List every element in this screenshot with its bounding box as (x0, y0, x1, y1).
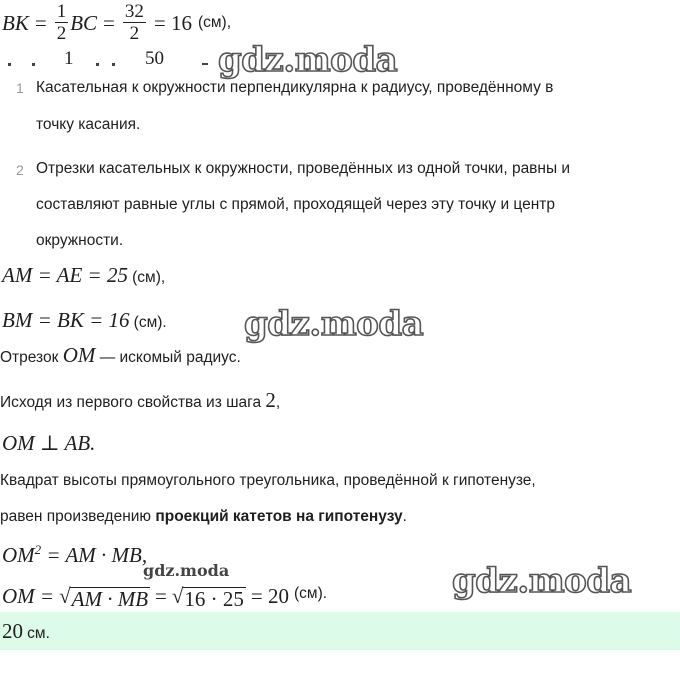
step-reference-line: Исходя из первого свойства из шага 2, (0, 388, 281, 412)
om-radius-line: Отрезок OM — искомый радиус. (0, 343, 241, 367)
note-number: 1 (16, 80, 24, 96)
perpendicular-statement: OM ⊥ AB. (2, 431, 96, 455)
watermark-logo-small: gdz.moda (143, 561, 230, 580)
note-text: составляют равные углы с прямой, проходящей через эту точку и центр (36, 196, 556, 213)
answer-box (0, 612, 680, 650)
equation-om-squared: $OM^2$ = AM · MB, (2, 542, 148, 567)
watermark-logo: gdz.moda (244, 304, 424, 344)
fraction-half: $\frac{1}{2}$ (56, 0, 67, 44)
clipped-fragment-50: 50 (145, 48, 164, 69)
answer-unit: см. (27, 625, 50, 642)
clipped-dots (6, 63, 206, 67)
equation-am: AM = AE = 25 (см), (2, 263, 166, 287)
watermark-logo: gdz.moda (452, 561, 632, 601)
equation-om-result: OM = √ AM · MB = √ 16 · 25 = 20 (см). (2, 584, 328, 611)
note-text: точку касания. (36, 116, 141, 133)
theorem-text: равен произведению проекций катетов на гипотенузу. (0, 508, 407, 525)
note-text: Отрезки касательных к окружности, проведённых из одной точки, равны и (36, 160, 571, 177)
note-number: 2 (16, 162, 24, 178)
note-text: окружности. (36, 232, 124, 249)
equation-bm: BM = BK = 16 (см). (2, 308, 167, 332)
clipped-fragment-1: 1 (64, 48, 74, 69)
equation-bk: BK = $\frac{1}{2}$ BC = $\frac{32}{2}$ = 16 (см), (2, 0, 232, 44)
watermark-logo: gdz.moda (218, 40, 398, 80)
note-text: Касательная к окружности перпендикулярна к радиусу, проведённому в (36, 79, 554, 96)
fraction-32-2: $\frac{32}{2}$ (124, 0, 144, 44)
theorem-text: Квадрат высоты прямоугольного треугольника, проведённой к гипотенузе, (0, 472, 536, 489)
answer-value: 20 (2, 619, 23, 643)
